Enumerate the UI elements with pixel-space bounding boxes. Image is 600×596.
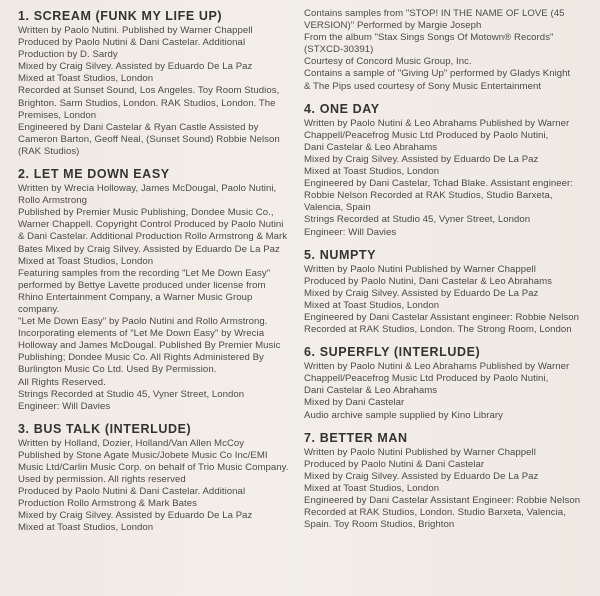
credit-line: Engineer: Will Davies bbox=[18, 400, 111, 412]
credit-line: Warner Chappell. Copyright Control Produced by Paolo Nutini bbox=[18, 219, 284, 231]
credit-line: Cameron Barton, Geoff Neal, (Sunset Sound) Robbie Nelson bbox=[18, 133, 280, 145]
track-credits bbox=[304, 247, 588, 337]
credit-lines bbox=[18, 183, 298, 413]
track-credits bbox=[304, 430, 588, 532]
credit-line: Featuring samples from the recording "Let Me Down Easy" bbox=[18, 267, 271, 279]
credit-line: Written by Wrecia Holloway, James McDougal, Paolo Nutini, bbox=[18, 183, 277, 195]
track-title: 4. ONE DAY bbox=[304, 101, 380, 116]
credit-line: Engineered by Dani Castelar Assistant Engineer: Robbie Nelson bbox=[304, 495, 581, 506]
credit-line: Holloway and James McDougal. Published By Premier Music bbox=[18, 340, 281, 352]
track-credits bbox=[304, 101, 588, 239]
credit-line: Mixed at Toast Studios, London bbox=[304, 299, 440, 311]
credit-line: All Rights Reserved. bbox=[18, 376, 106, 388]
credit-line: Written by Paolo Nutini & Leo Abrahams Published by Warner bbox=[304, 117, 570, 129]
credit-line: Bates Mixed by Craig Silvey. Assisted by Eduardo De La Paz bbox=[18, 243, 280, 255]
track-credits bbox=[18, 421, 298, 535]
credit-line: Contains a sample of "Giving Up" performed by Gladys Knight bbox=[304, 68, 571, 80]
track-title: 7. BETTER MAN bbox=[304, 430, 408, 445]
credit-line: Audio archive sample supplied by Kino Library bbox=[304, 409, 504, 421]
credit-line: Written by Paolo Nutini. Published by Warner Chappell bbox=[18, 25, 253, 36]
credit-line: Engineer: Will Davies bbox=[304, 226, 397, 238]
track-title: 2. LET ME DOWN EASY bbox=[18, 167, 170, 182]
credit-line: & The Pips used courtesy of Sony Music Entertainment bbox=[304, 80, 542, 92]
credit-line: Burlington Music Co Ltd. Used By Permission. bbox=[18, 364, 217, 376]
credit-line: performed by Bettye Lavette produced under license from bbox=[18, 279, 266, 291]
credit-line: Produced by Paolo Nutini & Dani Castelar. Additional bbox=[18, 37, 246, 49]
credit-line: & Dani Castelar. Additional Production Rollo Armstrong & Mark bbox=[18, 231, 288, 243]
credit-line: Robbie Nelson Recorded at RAK Studios, Studio Barxeta, bbox=[304, 190, 553, 202]
credit-line: Mixed at Toast Studios, London bbox=[18, 73, 154, 85]
credit-line: Engineered by Dani Castelar & Ryan Castle Assisted by bbox=[18, 121, 259, 133]
right-column bbox=[304, 8, 588, 531]
credit-line: Written by Paolo Nutini Published by Warner Chappell bbox=[304, 446, 536, 458]
credit-line: Publishing; Dondee Music Co. All Rights Administered By bbox=[18, 352, 264, 364]
credit-line: Mixed by Craig Silvey. Assisted by Eduardo De La Paz bbox=[18, 61, 253, 73]
credit-line: Engineered by Dani Castelar Assistant engineer: Robbie Nelson bbox=[304, 311, 580, 323]
track-title: 6. SUPERFLY (INTERLUDE) bbox=[304, 345, 481, 360]
credit-line: Used by permission. All rights reserved bbox=[18, 474, 186, 486]
credit-line: Chappell/Peacefrog Music Ltd Produced by Paolo Nutini, bbox=[304, 129, 549, 141]
credit-line: (STXCD-30391) bbox=[304, 44, 374, 56]
credit-line: Contains samples from "STOP! IN THE NAME OF LOVE (45 bbox=[304, 8, 565, 19]
track-credits bbox=[18, 8, 298, 158]
credit-line: Mixed by Craig Silvey. Assisted by Eduardo De La Paz bbox=[304, 153, 539, 165]
credit-line: Dani Castelar & Leo Abrahams bbox=[304, 141, 438, 153]
credit-line: VERSION)" Performed by Margie Joseph bbox=[304, 20, 482, 32]
left-column bbox=[18, 8, 298, 535]
credit-line: Produced by Paolo Nutini & Dani Castelar bbox=[304, 458, 485, 470]
credit-lines bbox=[18, 438, 298, 535]
track-credits bbox=[18, 166, 298, 413]
credit-line: Published by Stone Agate Music/Jobete Music Co Inc/EMI bbox=[18, 449, 268, 461]
credit-line: Dani Castelar & Leo Abrahams bbox=[304, 385, 438, 397]
credit-line: Mixed at Toast Studios, London bbox=[304, 482, 440, 494]
credit-line: Chappell/Peacefrog Music Ltd Produced by Paolo Nutini, bbox=[304, 373, 549, 385]
credit-line: Music Ltd/Carlin Music Corp. on behalf of Trio Music Company. bbox=[18, 462, 289, 473]
credit-line: Courtesy of Concord Music Group, Inc. bbox=[304, 56, 472, 68]
track-credits bbox=[304, 8, 588, 93]
credit-line: From the album "Stax Sings Songs Of Motown® Records" bbox=[304, 32, 554, 44]
credit-lines bbox=[304, 118, 588, 239]
credit-line: Rollo Armstrong bbox=[18, 195, 87, 207]
credit-line: Production by D. Sardy bbox=[18, 49, 118, 61]
track-credits bbox=[304, 344, 588, 421]
credit-line: Produced by Paolo Nutini & Dani Castelar. Additional bbox=[18, 486, 246, 498]
credit-line: Published by Premier Music Publishing, Dondee Music Co., bbox=[18, 207, 274, 219]
credit-line: (RAK Studios) bbox=[18, 145, 80, 157]
credit-line: Valencia, Spain bbox=[304, 202, 371, 214]
track-title: 1. SCREAM (FUNK MY LIFE UP) bbox=[18, 9, 223, 23]
credit-line: Mixed at Toast Studios, London bbox=[18, 522, 154, 534]
credit-line: Spain. Toy Room Studios, Brighton bbox=[304, 519, 455, 531]
credit-line: Written by Paolo Nutini Published by Warner Chappell bbox=[304, 263, 536, 275]
credit-line: Recorded at RAK Studios, London. The Strong Room, London bbox=[304, 324, 572, 336]
credit-line: Premises, London bbox=[18, 109, 97, 121]
credit-line: Mixed at Toast Studios, London bbox=[18, 255, 154, 267]
track-title: 3. BUS TALK (INTERLUDE) bbox=[18, 421, 192, 436]
credit-line: Rhino Entertainment Company, a Warner Music Group bbox=[18, 291, 253, 303]
credit-lines bbox=[304, 361, 588, 421]
credit-line: Strings Recorded at Studio 45, Vyner Street, London bbox=[18, 388, 245, 400]
credit-line: "Let Me Down Easy" by Paolo Nutini and Rollo Armstrong. bbox=[18, 316, 268, 328]
credit-line: Written by Holland, Dozier, Holland/Van Allen McCoy bbox=[18, 437, 245, 449]
credit-line: Mixed by Craig Silvey. Assisted by Eduardo De La Paz bbox=[304, 470, 539, 482]
credit-line: Incorporating elements of "Let Me Down Easy" by Wrecia bbox=[18, 328, 265, 340]
credit-line: Brighton. Sarm Studios, London. RAK Studios, London. The bbox=[18, 97, 276, 109]
credit-line: Recorded at Sunset Sound, Los Angeles. Toy Room Studios, bbox=[18, 85, 280, 97]
track-title: 5. NUMPTY bbox=[304, 247, 377, 262]
credit-line: Strings Recorded at Studio 45, Vyner Street, London bbox=[304, 214, 531, 226]
credit-line: Engineered by Dani Castelar, Tchad Blake. Assistant engineer: bbox=[304, 178, 573, 190]
credit-lines bbox=[304, 447, 588, 532]
credit-lines bbox=[304, 264, 588, 337]
credit-lines bbox=[304, 8, 588, 93]
credit-line: company. bbox=[18, 303, 60, 315]
credit-lines bbox=[18, 25, 298, 158]
credit-line: Written by Paolo Nutini & Leo Abrahams Published by Warner bbox=[304, 361, 570, 373]
credit-line: Mixed by Craig Silvey. Assisted by Eduardo De La Paz bbox=[18, 510, 253, 522]
credit-line: Mixed by Craig Silvey. Assisted by Eduardo De La Paz bbox=[304, 287, 539, 299]
credit-line: Production Rollo Armstrong & Mark Bates bbox=[18, 498, 197, 510]
credit-line: Recorded at RAK Studios, London. Studio Barxeta, Valencia, bbox=[304, 507, 566, 519]
credit-line: Mixed by Dani Castelar bbox=[304, 397, 405, 409]
credit-line: Produced by Paolo Nutini, Dani Castelar & Leo Abrahams bbox=[304, 275, 553, 287]
credit-line: Mixed at Toast Studios, London bbox=[304, 166, 440, 178]
